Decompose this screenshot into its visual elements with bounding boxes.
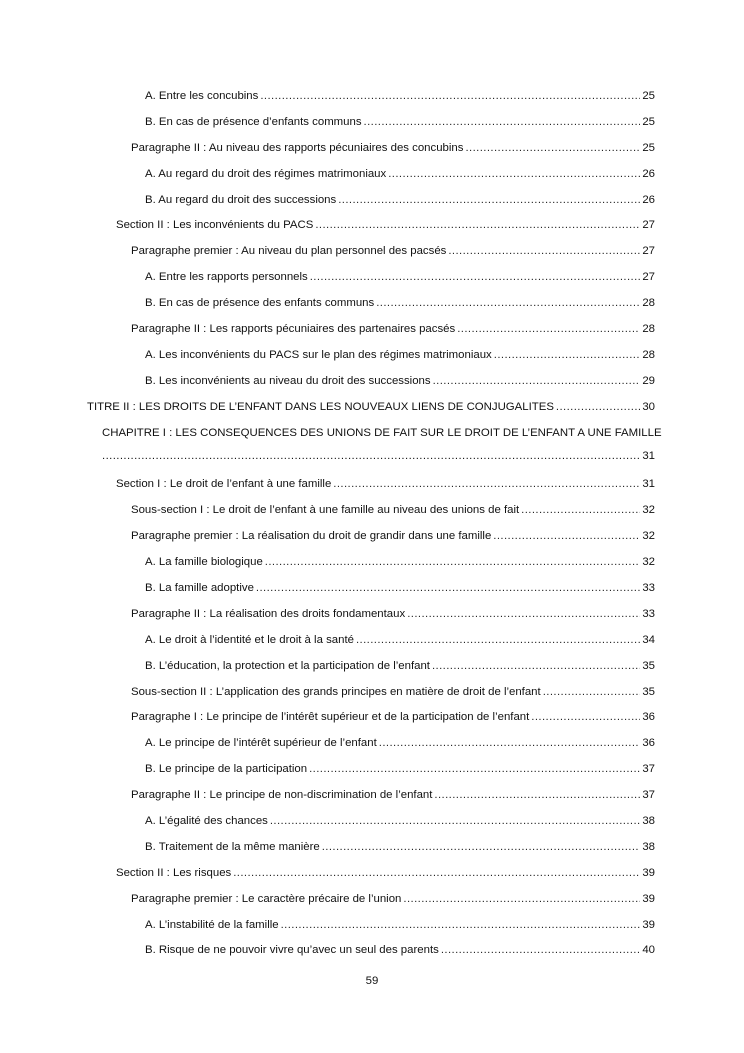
toc-entry-label: A. Les inconvénients du PACS sur le plan des régimes matrimoniaux bbox=[145, 348, 492, 361]
toc-entry-label: TITRE II : LES DROITS DE L’ENFANT DANS LES NOUVEAUX LIENS DE CONJUGALITES bbox=[87, 400, 554, 413]
toc-leader-dots bbox=[338, 192, 640, 208]
toc-entry-page: 36 bbox=[642, 737, 655, 750]
toc-leader-dots bbox=[322, 839, 641, 855]
toc-entry-page: 26 bbox=[642, 167, 655, 180]
toc-leader-dots bbox=[521, 502, 640, 518]
toc-leader-dots bbox=[102, 448, 640, 464]
toc-entry-page: 33 bbox=[642, 607, 655, 620]
toc-entry-label: A. Au regard du droit des régimes matrimoniaux bbox=[145, 167, 387, 180]
toc-entry[interactable] bbox=[0, 787, 744, 813]
toc-entry-label: Paragraphe premier : Le caractère précaire de l’union bbox=[131, 892, 402, 905]
toc-entry-label: B. La famille adoptive bbox=[145, 581, 254, 594]
toc-entry[interactable] bbox=[0, 373, 744, 399]
toc-entry-page: 28 bbox=[642, 348, 655, 361]
toc-entry-page: 27 bbox=[642, 219, 655, 232]
toc-entry-page: 29 bbox=[642, 374, 655, 387]
toc-entry-label: A. Entre les concubins bbox=[145, 90, 259, 102]
toc-entry-page: 31 bbox=[642, 478, 655, 491]
toc-entry-label: A. La famille biologique bbox=[145, 556, 263, 569]
toc-entry[interactable] bbox=[0, 192, 744, 218]
toc-entry[interactable] bbox=[0, 735, 744, 761]
toc-entry[interactable] bbox=[0, 88, 744, 114]
toc-entry[interactable] bbox=[0, 761, 744, 787]
toc-entry-label: B. En cas de présence des enfants communs bbox=[145, 297, 375, 310]
toc-entry-label: Section II : Les risques bbox=[116, 866, 232, 879]
toc-leader-dots bbox=[376, 295, 640, 311]
toc-entry[interactable] bbox=[0, 425, 744, 477]
toc-entry-label: Paragraphe premier : La réalisation du droit de grandir dans une famille bbox=[131, 530, 492, 543]
toc-entry-label: Paragraphe II : Les rapports pécuniaires des partenaires pacsés bbox=[131, 323, 456, 336]
toc-entry-label: CHAPITRE I : LES CONSEQUENCES DES UNIONS DE FAIT SUR LE DROIT DE L’ENFANT A UNE FAMILLE bbox=[102, 426, 662, 439]
toc-entry[interactable] bbox=[0, 399, 744, 425]
toc-entry[interactable] bbox=[0, 658, 744, 684]
toc-leader-dots bbox=[434, 787, 640, 803]
toc-entry-page: 39 bbox=[642, 918, 655, 931]
toc-entry[interactable] bbox=[0, 502, 744, 528]
toc-leader-line bbox=[102, 448, 655, 464]
toc-entry[interactable] bbox=[0, 865, 744, 891]
toc-leader-dots bbox=[556, 399, 640, 415]
toc-entry-page: 34 bbox=[642, 633, 655, 646]
toc-entry-page: 38 bbox=[642, 840, 655, 853]
toc-leader-dots bbox=[457, 321, 640, 337]
toc-entry-label: Paragraphe II : Au niveau des rapports pécuniaires des concubins bbox=[131, 141, 464, 154]
toc-leader-dots bbox=[432, 658, 640, 674]
toc-entry-label: A. Le droit à l’identité et le droit à la santé bbox=[145, 633, 354, 646]
toc-entry-page: 39 bbox=[642, 892, 655, 905]
toc-entry-label: B. Au regard du droit des successions bbox=[145, 193, 337, 206]
toc-entry-label: B. Les inconvénients au niveau du droit des successions bbox=[145, 374, 431, 387]
toc-entry-page: 30 bbox=[642, 400, 655, 413]
toc-entry-label: Paragraphe II : La réalisation des droits fondamentaux bbox=[131, 607, 406, 620]
toc-entry-label: B. Le principe de la participation bbox=[145, 763, 308, 776]
toc-entry-label: Paragraphe I : Le principe de l’intérêt supérieur et de la participation de l’enfant bbox=[131, 711, 530, 724]
toc-entry-label: Sous-section II : L’application des grands principes en matière de droit de l’enfant bbox=[131, 685, 541, 698]
toc-entry-label: B. En cas de présence d’enfants communs bbox=[145, 115, 362, 128]
toc-entry[interactable] bbox=[0, 166, 744, 192]
toc-leader-dots bbox=[356, 632, 640, 648]
toc-entry-page: 25 bbox=[642, 115, 655, 128]
toc-entry[interactable] bbox=[0, 813, 744, 839]
toc-entry-label: A. L’égalité des chances bbox=[145, 814, 268, 827]
toc-entry[interactable] bbox=[0, 580, 744, 606]
toc-entry-page: 32 bbox=[642, 556, 655, 569]
toc-entry-label: A. L’instabilité de la famille bbox=[145, 918, 279, 931]
toc-entry-page: 39 bbox=[642, 866, 655, 879]
toc-leader-dots bbox=[433, 373, 641, 389]
toc-leader-dots bbox=[441, 942, 641, 958]
toc-entry-label: B. L’éducation, la protection et la participation de l’enfant bbox=[145, 659, 430, 672]
toc-entry[interactable] bbox=[0, 554, 744, 580]
toc-leader-dots bbox=[403, 891, 640, 907]
toc-leader-dots bbox=[270, 813, 640, 829]
toc-entry-page: 38 bbox=[642, 814, 655, 827]
toc-entry[interactable] bbox=[0, 321, 744, 347]
toc-leader-dots bbox=[309, 761, 640, 777]
toc-entry-label: B. Risque de ne pouvoir vivre qu’avec un seul des parents bbox=[145, 944, 439, 957]
toc-entry[interactable] bbox=[0, 217, 744, 243]
toc-entry-page: 35 bbox=[642, 685, 655, 698]
toc-entry[interactable] bbox=[0, 891, 744, 917]
toc-entry[interactable] bbox=[0, 709, 744, 735]
toc-entry[interactable] bbox=[0, 140, 744, 166]
toc-entry[interactable] bbox=[0, 942, 744, 968]
toc-entry[interactable] bbox=[0, 606, 744, 632]
toc-entry-label: Section II : Les inconvénients du PACS bbox=[116, 219, 314, 232]
toc-entry[interactable] bbox=[0, 347, 744, 373]
toc-leader-dots bbox=[494, 347, 641, 363]
toc-leader-dots bbox=[379, 735, 641, 751]
toc-leader-dots bbox=[448, 243, 640, 259]
toc-entry-label: Paragraphe II : Le principe de non-discrimination de l’enfant bbox=[131, 789, 433, 802]
toc-leader-dots bbox=[315, 217, 640, 233]
toc-entry-label: Paragraphe premier : Au niveau du plan personnel des pacsés bbox=[131, 245, 447, 258]
toc-leader-dots bbox=[310, 269, 641, 285]
toc-entry-page: 31 bbox=[642, 449, 655, 462]
toc-entry-page: 26 bbox=[642, 193, 655, 206]
toc-entry[interactable] bbox=[0, 243, 744, 269]
toc-entry-page: 28 bbox=[642, 297, 655, 310]
toc-leader-dots bbox=[333, 476, 640, 492]
page-number: 59 bbox=[365, 975, 379, 987]
toc-entry-page: 28 bbox=[642, 323, 655, 336]
toc-leader-dots bbox=[388, 166, 640, 182]
toc-entry[interactable] bbox=[0, 917, 744, 943]
toc-entry-page: 25 bbox=[642, 90, 655, 102]
toc-entry[interactable] bbox=[0, 476, 744, 502]
toc-entry[interactable] bbox=[0, 295, 744, 321]
toc-entry-page: 37 bbox=[642, 789, 655, 802]
toc-entry-page: 32 bbox=[642, 504, 655, 517]
toc-leader-dots bbox=[256, 580, 640, 596]
toc-entry-label: B. Traitement de la même manière bbox=[145, 840, 320, 853]
table-of-contents bbox=[0, 88, 744, 968]
toc-leader-dots bbox=[364, 114, 641, 130]
toc-entry-label: A. Le principe de l’intérêt supérieur de l’enfant bbox=[145, 737, 377, 750]
toc-entry-page: 33 bbox=[642, 581, 655, 594]
toc-leader-dots bbox=[233, 865, 640, 881]
toc-leader-dots bbox=[543, 684, 641, 700]
toc-entry[interactable] bbox=[0, 632, 744, 658]
toc-leader-dots bbox=[531, 709, 640, 725]
toc-leader-dots bbox=[281, 917, 641, 933]
toc-entry-page: 32 bbox=[642, 530, 655, 543]
toc-entry-page: 27 bbox=[642, 245, 655, 258]
toc-entry-page: 25 bbox=[642, 141, 655, 154]
toc-entry[interactable] bbox=[0, 839, 744, 865]
toc-leader-dots bbox=[265, 554, 641, 570]
toc-entry[interactable] bbox=[0, 528, 744, 554]
toc-entry-label: Sous-section I : Le droit de l’enfant à une famille au niveau des unions de fait bbox=[131, 504, 520, 517]
toc-entry[interactable] bbox=[0, 684, 744, 710]
toc-leader-dots bbox=[407, 606, 640, 622]
toc-entry[interactable] bbox=[0, 269, 744, 295]
toc-entry[interactable] bbox=[0, 114, 744, 140]
toc-entry-page: 36 bbox=[642, 711, 655, 724]
toc-entry-label: Section I : Le droit de l’enfant à une famille bbox=[116, 478, 332, 491]
toc-entry-page: 37 bbox=[642, 763, 655, 776]
toc-leader-dots bbox=[493, 528, 640, 544]
toc-entry-page: 27 bbox=[642, 271, 655, 284]
toc-leader-dots bbox=[465, 140, 640, 156]
toc-entry-page: 35 bbox=[642, 659, 655, 672]
toc-entry-page: 40 bbox=[642, 944, 655, 957]
toc-leader-dots bbox=[260, 88, 640, 104]
toc-entry-label: A. Entre les rapports personnels bbox=[145, 271, 308, 284]
